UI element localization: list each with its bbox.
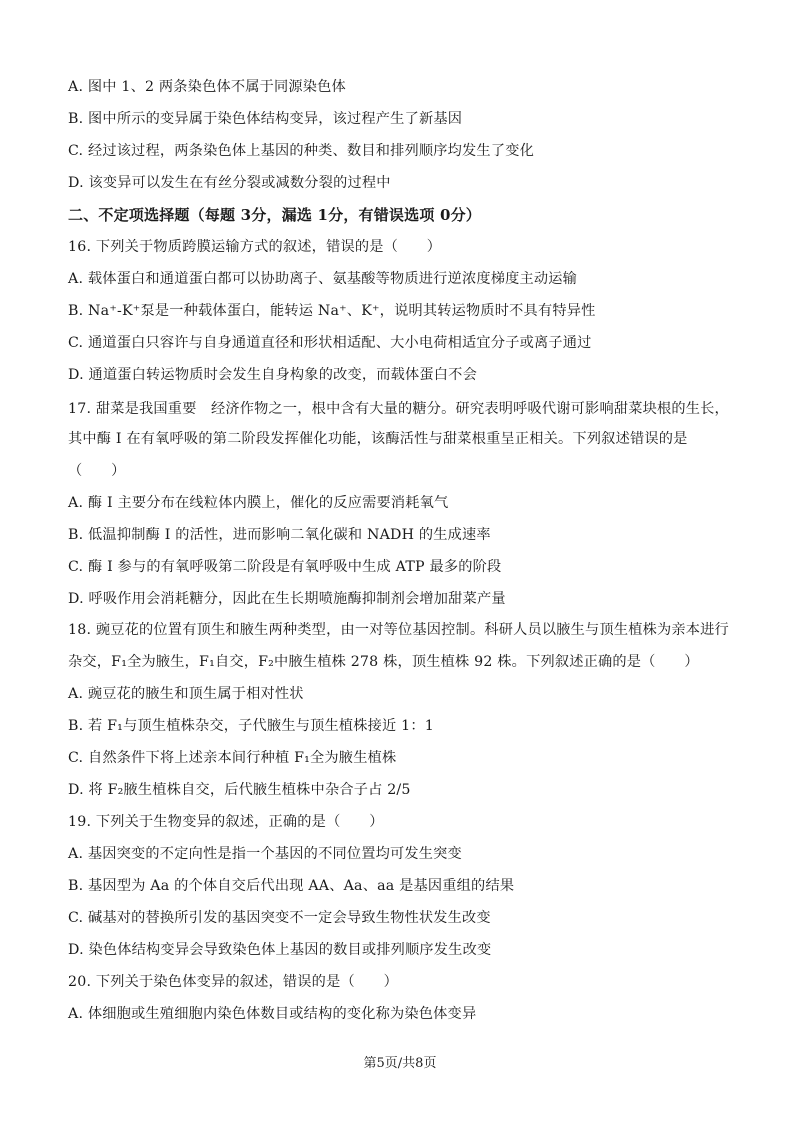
q19-option-d: D. 染色体结构变异会导致染色体上基因的数目或排列顺序发生改变 — [68, 942, 492, 958]
q17-stem-line3: （ ） — [68, 463, 126, 479]
q17-option-d: D. 呼吸作用会消耗糖分，因此在生长期喷施酶抑制剂会增加甜菜产量 — [68, 591, 506, 607]
q20-option-a: A. 体细胞或生殖细胞内染色体数目或结构的变化称为染色体变异 — [68, 1006, 477, 1022]
q15-option-b: B. 图中所示的变异属于染色体结构变异，该过程产生了新基因 — [68, 111, 463, 127]
q16-option-b: B. Na⁺-K⁺泵是一种载体蛋白，能转运 Na⁺、K⁺，说明其转运物质时不具有特异性 — [68, 303, 596, 319]
q20-stem: 20. 下列关于染色体变异的叙述，错误的是（ ） — [68, 974, 399, 990]
section-heading: 二、不定项选择题（每题 3分，漏选 1分，有错误选项 0分） — [68, 206, 481, 224]
q18-stem-line2: 杂交，F₁全为腋生，F₁自交，F₂中腋生植株 278 株，顶生植株 92 株。下列叙述正确的是（ ） — [68, 654, 699, 670]
q15-option-d: D. 该变异可以发生在有丝分裂或减数分裂的过程中 — [68, 175, 391, 191]
q16-option-c: C. 通道蛋白只容许与自身通道直径和形状相适配、大小电荷相适宜分子或离子通过 — [68, 335, 592, 351]
q19-stem: 19. 下列关于生物变异的叙述，正确的是（ ） — [68, 814, 384, 830]
q17-option-b: B. 低温抑制酶 I 的活性，进而影响二氧化碳和 NADH 的生成速率 — [68, 527, 491, 543]
q19-option-a: A. 基因突变的不定向性是指一个基因的不同位置均可发生突变 — [68, 846, 462, 862]
q18-option-a: A. 豌豆花的腋生和顶生属于相对性状 — [68, 686, 304, 702]
q17-stem-line1: 17. 甜菜是我国重要 经济作物之一，根中含有大量的糖分。研究表明呼吸代谢可影响甜菜块根的生长， — [68, 401, 729, 417]
q17-stem-line2: 其中酶 I 在有氧呼吸的第二阶段发挥催化功能，该酶活性与甜菜根重呈正相关。下列叙述错误的是 — [68, 431, 688, 447]
q18-option-c: C. 自然条件下将上述亲本间行种植 F₁全为腋生植株 — [68, 750, 397, 766]
q18-option-d: D. 将 F₂腋生植株自交，后代腋生植株中杂合子占 2/5 — [68, 782, 411, 798]
q16-option-d: D. 通道蛋白转运物质时会发生自身构象的改变，而载体蛋白不会 — [68, 367, 477, 383]
q17-option-a: A. 酶 I 主要分布在线粒体内膜上，催化的反应需要消耗氧气 — [68, 495, 449, 511]
q16-stem: 16. 下列关于物质跨膜运输方式的叙述，错误的是（ ） — [68, 239, 442, 255]
q19-option-b: B. 基因型为 Aa 的个体自交后代出现 AA、Aa、aa 是基因重组的结果 — [68, 878, 515, 894]
q19-option-c: C. 碱基对的替换所引发的基因突变不一定会导致生物性状发生改变 — [68, 910, 491, 926]
q18-option-b: B. 若 F₁与顶生植株杂交，子代腋生与顶生植株接近 1：1 — [68, 718, 434, 734]
q15-option-c: C. 经过该过程，两条染色体上基因的种类、数目和排列顺序均发生了变化 — [68, 143, 534, 159]
q18-stem-line1: 18. 豌豆花的位置有顶生和腋生两种类型，由一对等位基因控制。科研人员以腋生与顶生植株为亲本进行 — [68, 622, 729, 638]
q17-option-c: C. 酶 I 参与的有氧呼吸第二阶段是有氧呼吸中生成 ATP 最多的阶段 — [68, 559, 502, 575]
q15-option-a: A. 图中 1、2 两条染色体不属于同源染色体 — [68, 79, 346, 95]
page-footer: 第5页/共8页 — [363, 1056, 437, 1071]
q16-option-a: A. 载体蛋白和通道蛋白都可以协助离子、氨基酸等物质进行逆浓度梯度主动运输 — [68, 271, 578, 287]
